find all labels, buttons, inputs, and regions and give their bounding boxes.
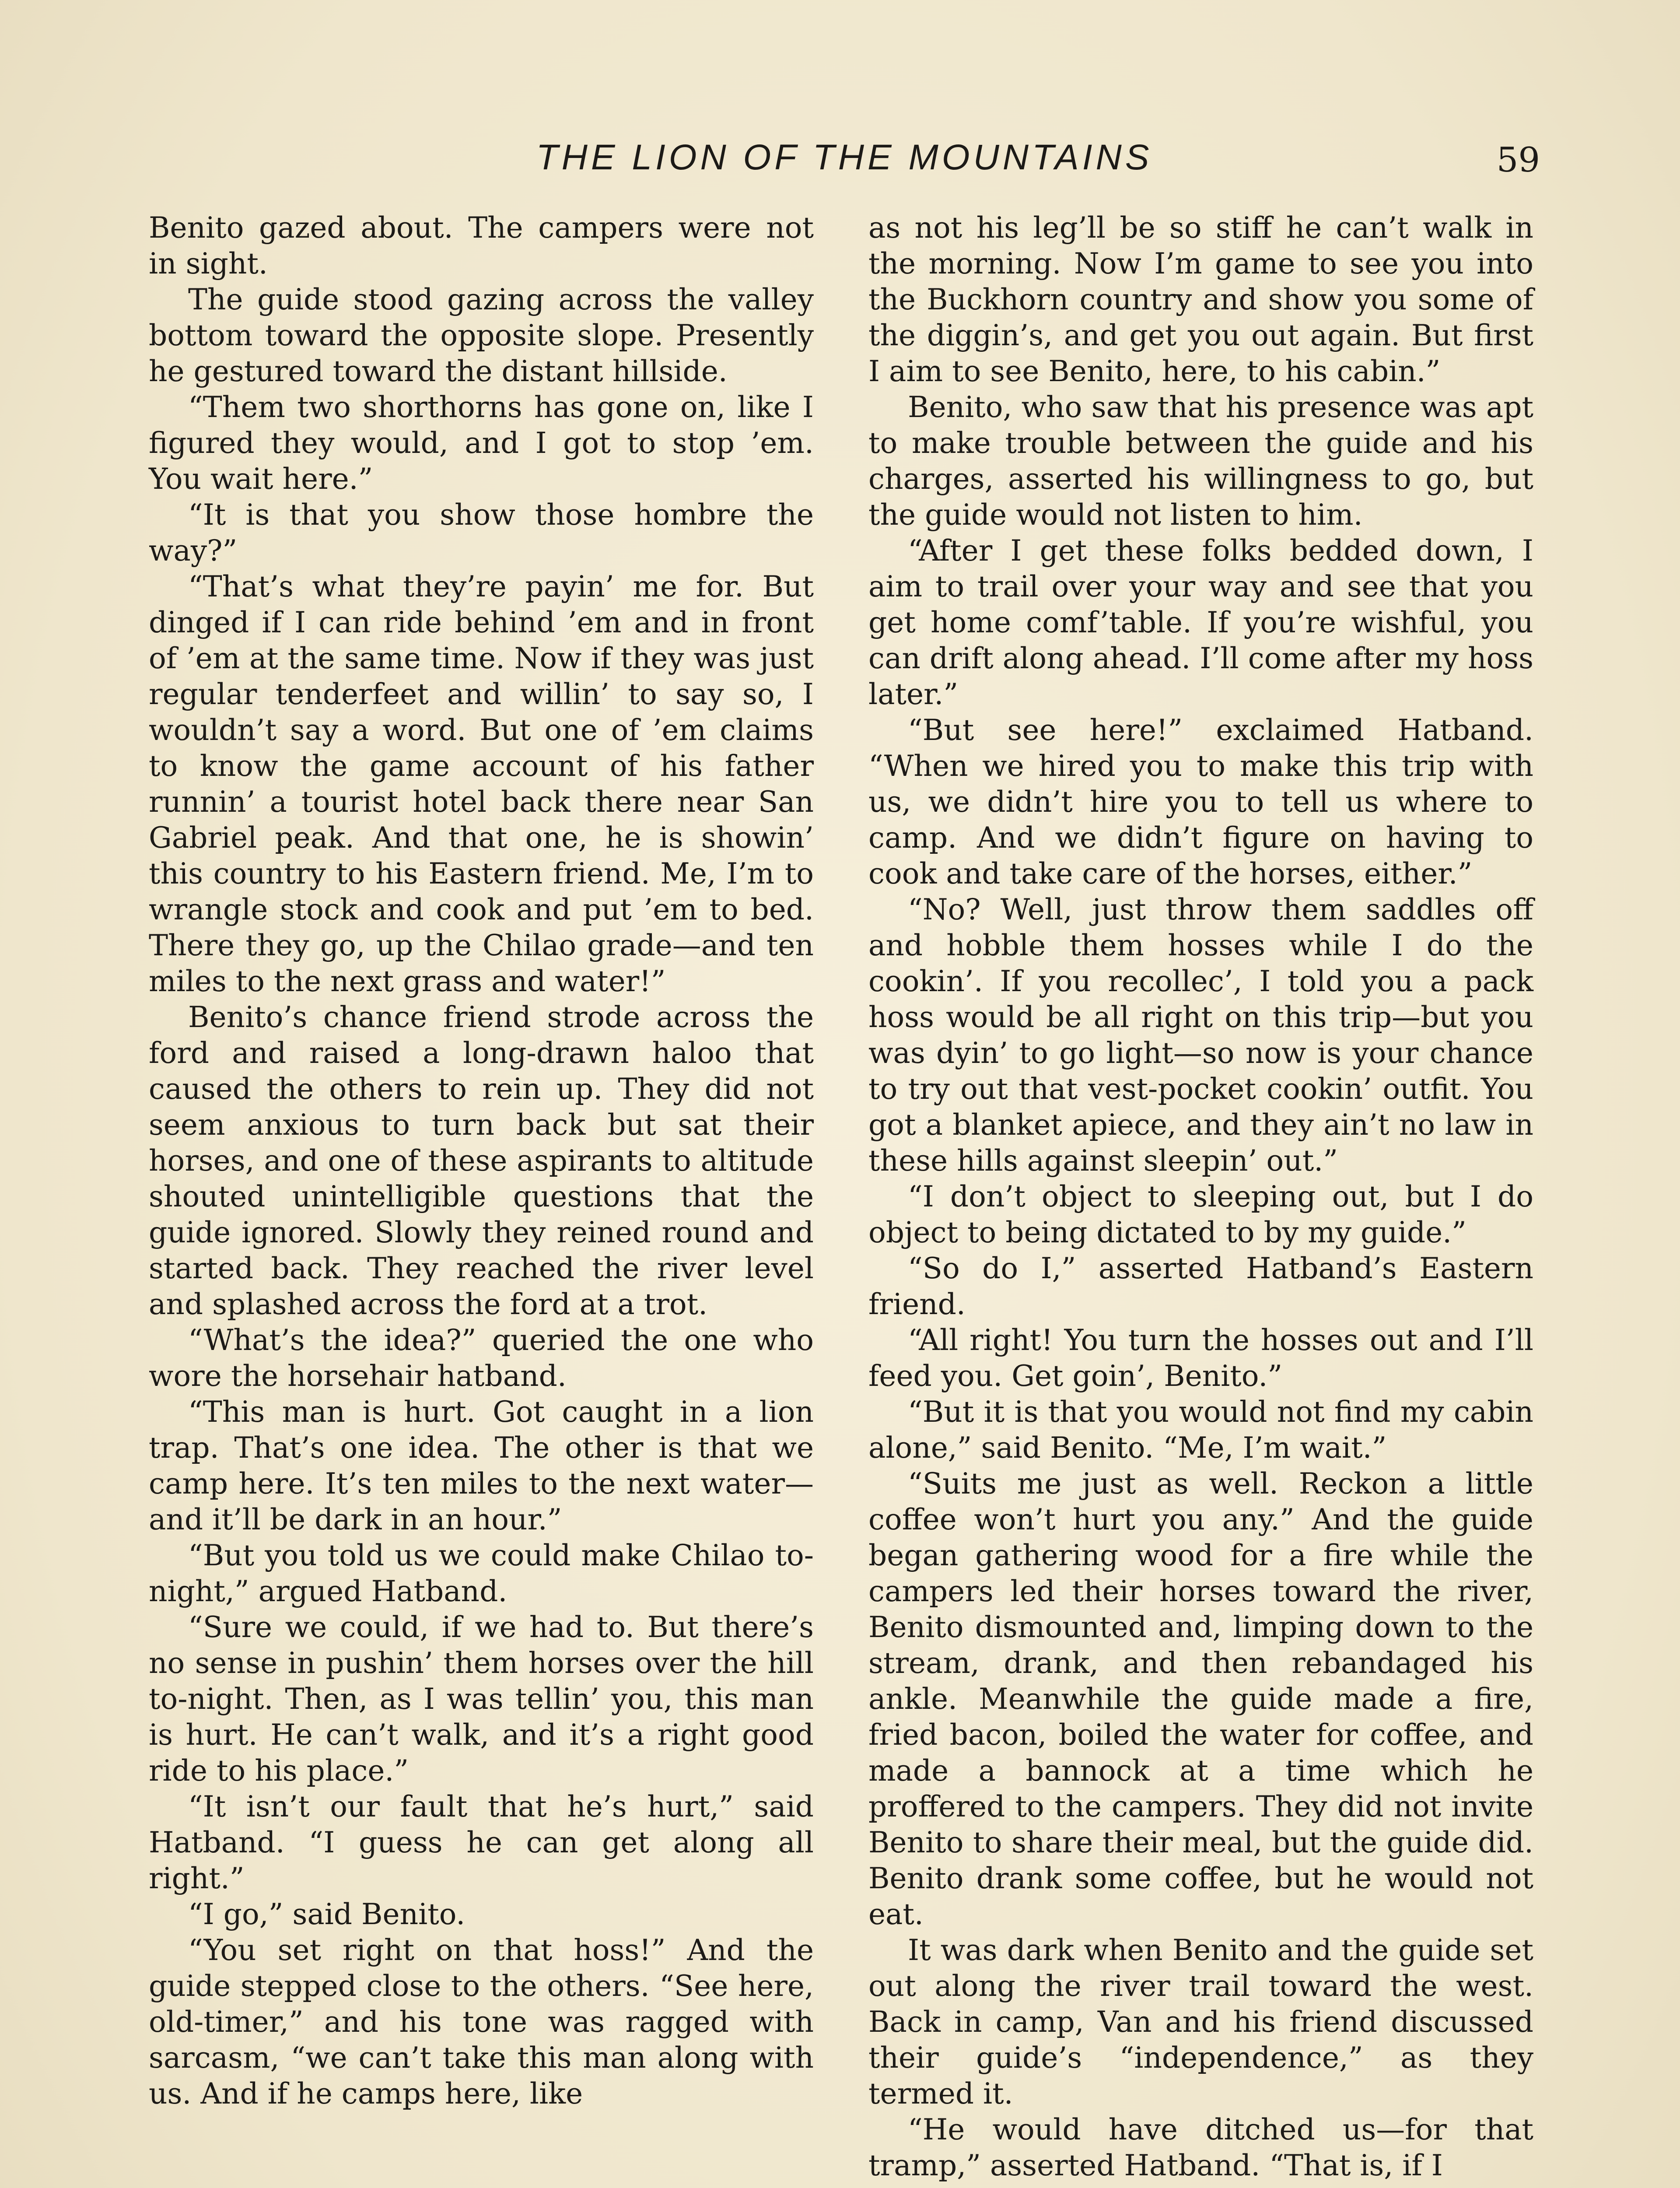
paragraph: The guide stood gazing across the valley bottom toward the opposite slope. Presently he gestured toward the distant hillside. bbox=[149, 283, 814, 388]
paragraph: “Suits me just as well. Reckon a little coffee won’t hurt you any.” And the guide began gathering wood for a fire while the campers led their horses toward the river, Benito dismounted and, limping down to the stream, drank, and then rebandaged his ankle. Meanwhile the guide made a fire, fried bacon, boiled the water for coffee, and made a bannock at a time which he proffered to the campers. They did not invite Benito to share their meal, but the guide did. Benito drank some coffee, but he would not eat. bbox=[868, 1467, 1533, 1931]
paragraph: “After I get these folks bedded down, I aim to trail over your way and see that you get home comf’table. If you’re wishful, you can drift along ahead. I’ll come after my hoss later.” bbox=[868, 534, 1533, 711]
paragraph: “Them two shorthorns has gone on, like I figured they would, and I got to stop ’em. You wait here.” bbox=[149, 390, 814, 496]
running-title: THE LION OF THE MOUNTAINS bbox=[536, 137, 1153, 177]
left-column bbox=[149, 210, 814, 2112]
paragraph: “I go,” said Benito. bbox=[188, 1897, 466, 1931]
paragraph: as not his leg’ll be so stiff he can’t walk in the morning. Now I’m game to see you into the Buckhorn country and show you some of the diggin’s, and get you out again. But first I aim to see Benito, here, to his cabin.” bbox=[868, 211, 1533, 388]
paragraph: “What’s the idea?” queried the one who wore the horsehair hatband. bbox=[149, 1323, 814, 1393]
paragraph: “But it is that you would not find my cabin alone,” said Benito. “Me, I’m wait.” bbox=[868, 1395, 1533, 1465]
right-column bbox=[868, 210, 1533, 2184]
paragraph: “You set right on that hoss!” And the guide stepped close to the others. “See here, old-timer,” and his tone was ragged with sarcasm, “we can’t take this man along with us. And if he camps here, like bbox=[149, 1933, 814, 2111]
paragraph: “I don’t object to sleeping out, but I do object to being dictated to by my guide.” bbox=[868, 1180, 1533, 1249]
paragraph: “But you told us we could make Chilao to-night,” argued Hatband. bbox=[149, 1539, 814, 1608]
paragraph: “Sure we could, if we had to. But there’s no sense in pushin’ them horses over the hill to-night. Then, as I was tellin’ you, this man is hurt. He can’t walk, and it’s a right good ride to his place.” bbox=[149, 1610, 814, 1788]
paragraph: “No? Well, just throw them saddles off and hobble them hosses while I do the cookin’. If you recollec’, I told you a pack hoss would be all right on this trip—but you was dyin’ to go light—so now is your chance to try out that vest-pocket cookin’ outfit. You got a blanket apiece, and they ain’t no law in these hills against sleepin’ out.” bbox=[868, 893, 1533, 1178]
paragraph: “This man is hurt. Got caught in a lion trap. That’s one idea. The other is that we camp here. It’s ten miles to the next water—and it’ll be dark in an hour.” bbox=[149, 1395, 814, 1536]
paragraph: Benito gazed about. The campers were not in sight. bbox=[149, 211, 814, 281]
paragraph: Benito’s chance friend strode across the ford and raised a long-drawn haloo that caused the others to rein up. They did not seem anxious to turn back but sat their horses, and one of these aspirants to altitude shouted unintelligible questions that the guide ignored. Slowly they reined round and started back. They reached the river level and splashed across the ford at a trot. bbox=[149, 1000, 814, 1321]
paragraph: “It isn’t our fault that he’s hurt,” said Hatband. “I guess he can get along all right.” bbox=[149, 1790, 814, 1895]
paragraph: It was dark when Benito and the guide set out along the river trail toward the west. Back in camp, Van and his friend discussed their guide’s “independence,” as they termed it. bbox=[868, 1933, 1533, 2111]
page-header bbox=[149, 131, 1540, 184]
paragraph: “So do I,” asserted Hatband’s Eastern friend. bbox=[868, 1252, 1533, 1321]
paragraph: “But see here!” exclaimed Hatband. “When we hired you to make this trip with us, we didn’t hire you to tell us where to camp. And we didn’t figure on having to cook and take care of the horses, either.” bbox=[868, 713, 1533, 891]
page-number: 59 bbox=[1496, 140, 1540, 180]
paragraph: “All right! You turn the hosses out and I’ll feed you. Get goin’, Benito.” bbox=[868, 1323, 1533, 1393]
paragraph: “He would have ditched us—for that tramp,” asserted Hatband. “That is, if I bbox=[868, 2113, 1533, 2182]
paragraph: Benito, who saw that his presence was apt to make trouble between the guide and his charges, asserted his willingness to go, but the guide would not listen to him. bbox=[868, 390, 1533, 532]
paragraph: “That’s what they’re payin’ me for. But dinged if I can ride behind ’em and in front of ’em at the same time. Now if they was just regular tenderfeet and willin’ to say so, I wouldn’t say a word. But one of ’em claims to know the game account of his father runnin’ a tourist hotel back there near San Gabriel peak. And that one, he is showin’ this country to his Eastern friend. Me, I’m to wrangle stock and cook and put ’em to bed. There they go, up the Chilao grade—and ten miles to the next grass and water!” bbox=[149, 570, 814, 998]
paragraph: “It is that you show those hombre the way?” bbox=[149, 498, 814, 568]
